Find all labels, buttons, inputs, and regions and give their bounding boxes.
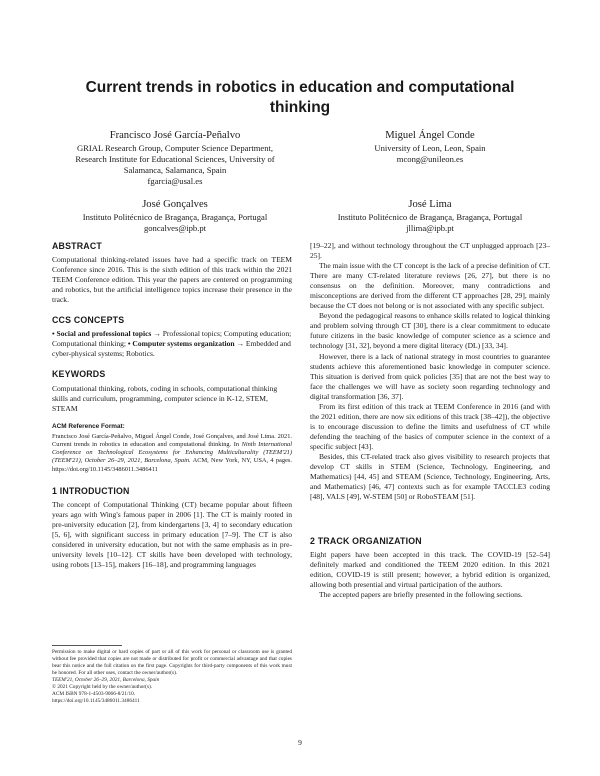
author-block-2 <box>310 129 550 165</box>
acm-reference-heading: ACM Reference Format: <box>52 422 125 430</box>
ccs-text <box>52 329 292 359</box>
author-email: fgarcia@usal.es <box>147 176 203 186</box>
acm-reference-post: ACM, New York, NY, USA, 4 pages. https://doi.org/10.1145/3486011.3486411 <box>52 457 292 473</box>
track-organization-heading: 2 TRACK ORGANIZATION <box>310 536 422 547</box>
acm-reference-venue: Ninth International Conference on Technological Ecosystems for Enhancing Multiculturality (TEEM'21) (TEEM'21), October 26–29, 2021, Barcelona, Spain. <box>52 440 292 465</box>
author-email: goncalves@ipb.pt <box>143 223 207 233</box>
abstract-heading: ABSTRACT <box>52 241 102 251</box>
author-affiliation: GRIAL Research Group, Computer Science Department, <box>76 143 274 153</box>
permission-footnote <box>52 649 292 705</box>
author-name: José Lima <box>408 199 452 210</box>
author-name: José Gonçalves <box>142 199 208 210</box>
ccs-part: → Embedded and cyber-physical systems; Robotics. <box>52 339 291 359</box>
author-email: mcong@unileon.es <box>396 154 464 164</box>
doi-link[interactable]: https://doi.org/10.1145/3486011.3486411 <box>52 697 140 704</box>
acm-reference-text <box>52 433 292 474</box>
body-paragraph: Beyond the pedagogical reasons to enhance skills related to logical thinking and problem solving through CT [30], there is a clear commitment to educate future citizens in the basic knowledge of computer science as a science and technology [31, 32], beyond a mere digital literacy (DL) [33, 34]. <box>310 311 550 351</box>
body-paragraph: The accepted papers are briefly presented in the following sections. <box>319 590 523 600</box>
author-email: jllima@ipb.pt <box>406 223 454 233</box>
introduction-text: The concept of Computational Thinking (CT) became popular about fifteen years ago with Wing's famous paper in 2006 [1]. The CT is mainly rooted in pre-university education [2], from kindergartens [3, 4] to secondary education [5, 6], with significant success in primary education [7–9]. The CT is also considered in university education, but not with the same emphasis as in pre-university levels [10–12]. CT skills have been developed with technology, using robots [13–15], makers [16–18], and programming languages <box>52 499 292 570</box>
author-block-1 <box>52 129 298 187</box>
ccs-heading: CCS CONCEPTS <box>52 315 125 326</box>
body-paragraph: The main issue with the CT concept is the lack of a precise definition of CT. There are many CT-related literature reviews [26, 27], but there is no consensus on the definition. Moreover, many contradictions and misconceptions are derived from the different CT approaches [28, 29], mainly because the CT does not belong or is not associated with any specific subject. <box>310 261 550 311</box>
footnote-divider <box>52 645 122 646</box>
ccs-part: → Professional topics; Computing education; Computational thinking; <box>52 329 292 349</box>
body-paragraph: [19–22], and without technology throughout the CT unplugged approach [23–25]. <box>310 241 550 261</box>
author-affiliation: Salamanca, Salamanca, Spain <box>123 165 227 175</box>
ccs-part: • Social and professional topics <box>52 329 152 339</box>
page-title: Current trends in robotics in education and computational thinking <box>85 79 515 116</box>
body-paragraph: From its first edition of this track at TEEM Conference in 2016 (and with the 2021 edition, there are now six editions of this track [38–42]), the objective is to encourage discussion to define the limits and usefulness of CT while defending the teaching of the basics of computer science in the context of a specific subject [43]. <box>310 401 550 451</box>
body-paragraph: Besides, this CT-related track also gives visibility to research projects that develop CT skills in STEM (Science, Technology, Engineering, and Mathematics) [44, 45] and STEAM (Science, Technology, Engineering, Arts, and Mathematics) [46, 47] contexts such as for example TACCLE3 coding [48], VALS [49], W-STEM [50] or RoboSTEAM [51]. <box>310 451 550 502</box>
author-name: Miguel Ángel Conde <box>385 130 475 141</box>
left-column <box>52 241 292 570</box>
isbn-line: ACM ISBN 978-1-4503-9066-8/21/10. <box>52 690 136 697</box>
author-block-3 <box>52 198 298 234</box>
ccs-part: • Computer systems organization <box>127 339 235 349</box>
right-column <box>310 241 550 601</box>
keywords-heading: KEYWORDS <box>52 369 106 380</box>
abstract-text: Computational thinking-related issues have had a specific track on TEEM Conference since 2016. This is the sixth edition of this track within the 2021 TEEM Conference edition. This year the papers are centered on programming and robotics, but the artificial intelligence topics increase their presence in the track. <box>52 255 292 305</box>
author-block-4 <box>310 198 550 234</box>
author-affiliation: University of Leon, Leon, Spain <box>374 143 486 153</box>
author-name: Francisco José García-Peñalvo <box>109 130 241 141</box>
page-number: 9 <box>298 738 302 747</box>
body-paragraph: However, there is a lack of national strategy in most countries to guarantee students achieve this aforementioned basic knowledge in computer science. This situation is derived from quick policies [35] that are not the best way to face the challenges we will have as society soon regarding technology and digital transformation [36, 37]. <box>310 351 550 401</box>
permission-text: Permission to make digital or hard copies of part or all of this work for personal or classroom use is granted without fee provided that copies are not made or distributed for profit or commercial advantage and that copies bear this notice and the full citation on the first page. Copyrights for third-party components of this work must be honored. For all other uses, contact the owner/author(s). <box>52 649 292 676</box>
copyright-line: © 2021 Copyright held by the owner/author(s). <box>52 683 153 690</box>
author-affiliation: Instituto Politécnico de Bragança, Bragança, Portugal <box>82 212 268 222</box>
conference-line: TEEM'21, October 26–29, 2021, Barcelona, Spain <box>52 676 160 683</box>
author-affiliation: Instituto Politécnico de Bragança, Bragança, Portugal <box>337 212 523 222</box>
keywords-text: Computational thinking, robots, coding in schools, computational thinking skills and curriculum, programming, computer science in K-12, STEM, STEAM <box>52 383 278 413</box>
author-affiliation: Research Institute for Educational Sciences, University of <box>75 154 275 164</box>
acm-reference-pre: Francisco José García-Peñalvo, Miguel Ángel Conde, José Gonçalves, and José Lima. 2021. Current trends in robotics in education and computational thinking. In <box>52 432 292 448</box>
body-paragraph: Eight papers have been accepted in this track. The COVID-19 [52–54] definitely marked and conditioned the TEEM 2020 edition. In this 2021 edition, COVID-19 is still present; however, a hybrid edition is organized, allowing both presential and virtual participation of the authors. <box>310 550 550 590</box>
introduction-heading: 1 INTRODUCTION <box>52 485 130 496</box>
